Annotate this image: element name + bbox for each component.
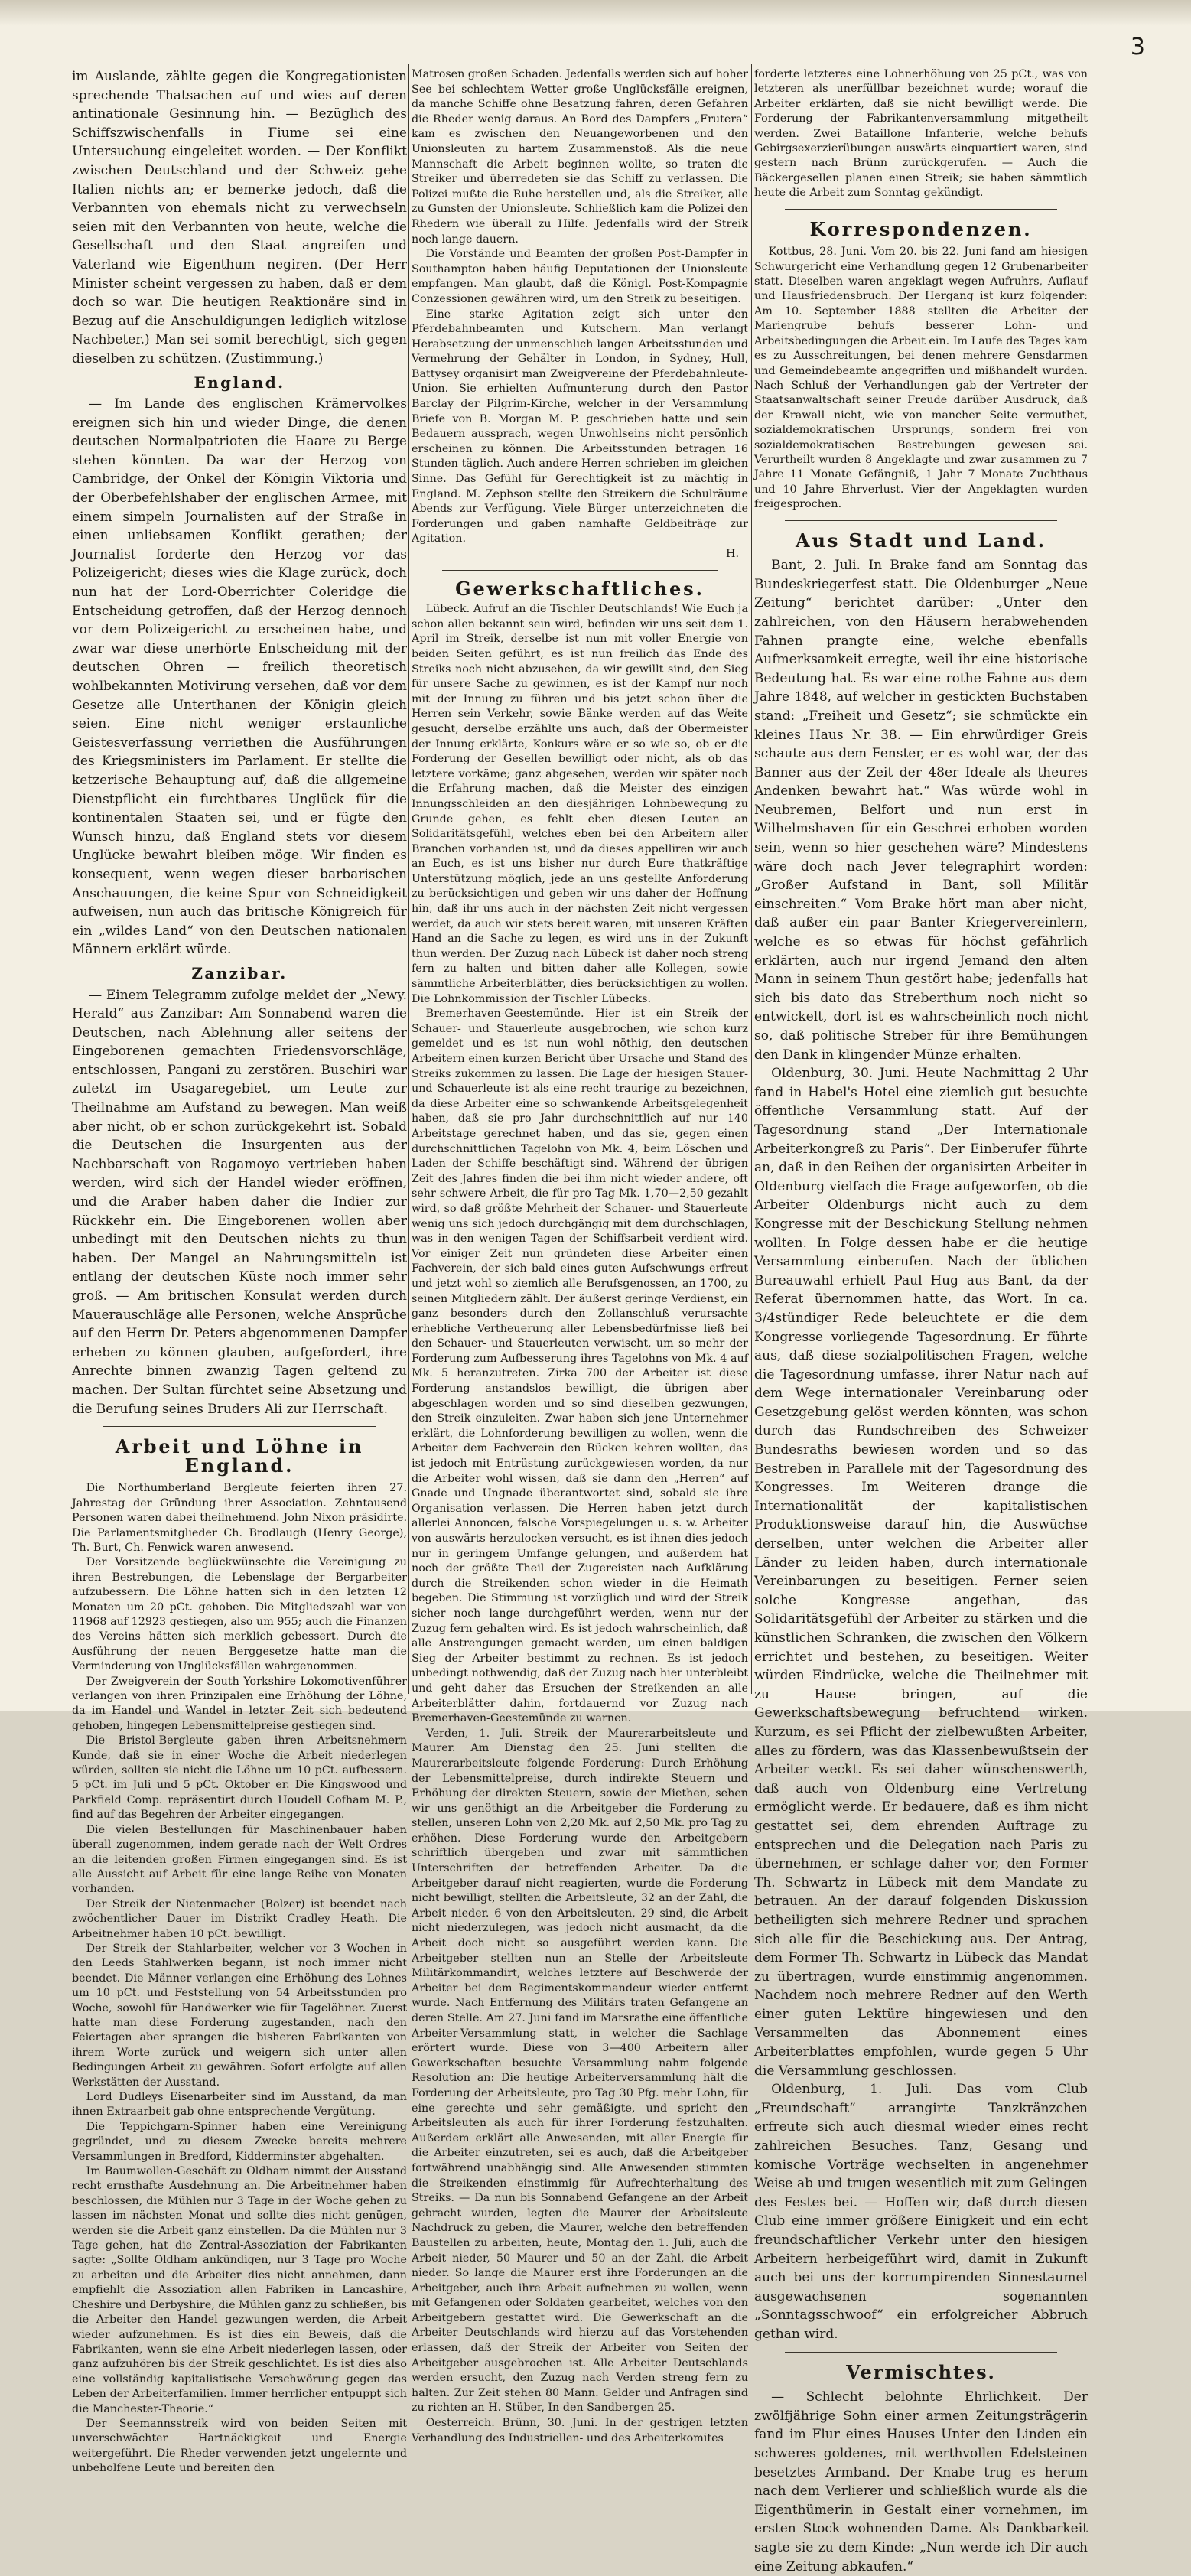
article-matrosen: Matrosen großen Schaden. Jedenfalls werden sich auf hoher See bei schlechtem Wetter große Unglücksfälle ereignen, da manche Schiffe ohne Besatzung fahren, deren Gefahren die Rheder wenig daraus. An Bord des Dampfers „Frutera“ kam es zwischen den Neuangeworbenen und den Unionsleuten zu hartem Zusammenstoß. Als die neue Mannschaft die Arbeit beginnen wollte, so traten die Streiker und überredeten sie das Schiff zu verlassen. Die Polizei mußte die Ruhe herstellen und, als die Streiker, alle zu Gunsten der Unionsleute. Schließlich kam die Polizei den Rhedern wie überall zu Hilfe. Jedenfalls wird der Streik noch lange dauern. bbox=[412, 68, 749, 246]
article-bruenn-end: forderte letzteres eine Lohnerhöhung von 25 pCt., was von letzteren als unerfüllbar bezeichnet wurde; worauf die Arbeiter erklärten, daß sie nicht bewilligt werde. Die Forderung der Fabrikantenversammlung mitgetheilt werden. Zwei Bataillone Infanterie, welche behufs Gebirgsexerzierübungen auswärts einquartiert waren, sind gestern nach Brünn zurückgerufen. — Auch die Bäckergesellen planen einen Streik; sie haben sämmtlich heute die Arbeit zum Sonntag gekündigt. bbox=[754, 68, 1088, 200]
article-zanzibar: — Einem Telegramm zufolge meldet der „Newy. Herald“ aus Zanzibar: Am Sonnabend waren die Deutschen, nach Ablehnung aller seitens der Eingeborenen gemachten Friedensvorschläge, entschlossen, Pangani zu zerstören. Buschiri war zuletzt im Usagaregebiet, um Leute zur Theilnahme am Aufstand zu bewegen. Man weiß aber nicht, ob er schon zurückgekehrt ist. Sobald die Deutschen die Insurgenten aus der Nachbarschaft von Ragamoyo vertrieben haben werden, wird sich der Handel wieder eröffnen, und die Araber haben daher die Indier zur Rückkehr ein. Die Eingeborenen wollen aber unbedingt mit den Deutschen nichts zu thun haben. Der Mangel an Nahrungsmitteln ist entlang der deutschen Küste noch immer sehr groß. — Am britischen Konsulat werden durch Mauerauschläge alle Personen, welche Ansprüche auf den Herrn Dr. Peters abgenommenen Dampfer erheben zu können glauben, aufgefordert, ihre Anrechte binnen zwanzig Tagen geltend zu machen. Der Sultan fürchtet seine Absetzung und die Berufung seines Bruders Ali zur Herrschaft. bbox=[72, 987, 407, 1417]
article-paragraph: Der Vorsitzende beglückwünschte die Vereinigung zu ihren Bestrebungen, die Lebenslage der Bergarbeiter aufzubessern. Die Löhne hatten sich in den letzten 12 Monaten um 20 pCt. gehoben. Die Mitgliedszahl war von 11968 auf 12923 gestiegen, also um 955; auch die Finanzen des Vereins hätten sich merklich gebessert. Durch die Ausführung der neuen Berggesetze hatte man die Verminderung von Unglücksfällen wahrgenommen. bbox=[72, 1556, 407, 1673]
article-paragraph: Die Northumberland Bergleute feierten ihren 27. Jahrestag der Gründung ihrer Association. Zehntausend Personen waren dabei theilnehmend. John Nixon präsidirte. Die Parlamentsmitglieder Ch. Brodlaugh (Henry George), Th. Burt, Ch. Fenwick waren anwesend. bbox=[72, 1482, 407, 1554]
article-bremerhaven: Bremerhaven-Geestemünde. Hier ist ein Streik der Schauer- und Stauerleute ausgebrochen, wie schon kurz gemeldet und es ist nun wohl nöthig, den deutschen Arbeitern einen kurzen Bericht über Ursache und Stand des Streiks zukommen zu lassen. Die Lage der hiesigen Stauer- und Schauerleute ist als eine recht traurige zu bezeichnen, da diese Arbeiter eine so schwankende Arbeitsgelegenheit haben, daß sie pro Jahr durchschnittlich auf nur 140 Arbeitstage gerechnet haben, und das sie, gegen einen durchschnittlichen Tagelohn von Mk. 4, beim Löschen und Laden der Schiffe beschäftigt sind. Während der übrigen Zeit des Jahres finden die bei ihm nicht wieder andere, oft sehr schwere Arbeit, die für pro Tag Mk. 1,70—2,50 gezahlt wird, so daß größte Mehrheit der Schauer- und Stauerleute wenig uns sich jedoch durchgängig mit dem durchschlagen, was in den wenigen Tagen der Schiffsarbeit verdient wird. Vor einiger Zeit nun gründeten diese Arbeiter einen Fachverein, der sich bald eines guten Aufschwungs erfreut und jetzt wohl so ziemlich alle Berufsgenossen, an 1700, zu seinen Mitgliedern zählt. Der äußerst geringe Verdienst, ein ganz besonders durch den Zollanschluß verursachte erhebliche Vertheuerung aller Lebensbedürfnisse ließ bei den Schauer- und Stauerleuten verwischt, um so mehr der Forderung zum Aufbesserung ihres Tagelohns von Mk. 4 auf Mk. 5 heranzutreten. Zirka 700 der Arbeiter ist diese Forderung anstandslos bewilligt, die übrigen aber abgeschlagen worden und so sind dieselben gezwungen, den Streik einzuleiten. Zwar haben sich jene Unternehmer erklärt, die Lohnforderung bewilligen zu wollen, wenn die Arbeiter dem Fachverein den Rücken kehren wollten, das ist jedoch mit Entrüstung zurückgewiesen worden, da nur die Arbeiter wohl wissen, daß sie dann den „Herren“ auf Gnade und Ungnade überantwortet sind, sobald sie ihre Organisation verlassen. Die Herren haben jetzt durch allerlei Annoncen, falsche Vorspiegelungen u. s. w. Arbeiter von auswärts herzulocken versucht, es ist ihnen dies jedoch nur in geringem Umfange gelungen, und außerdem hat noch der größte Theil der Zugereisten nach Aufklärung durch die Streikenden schon wieder in die Heimath begeben. Die Stimmung ist vorzüglich und wird der Streik sicher noch lange durchgeführt werden, wenn nur der Zuzug fern gehalten wird. Es ist jedoch wahrscheinlich, daß alle Anstrengungen gemacht werden, um einen baldigen Sieg der Arbeiter bestimmt zu rechnen. Es ist jedoch unbedingt nothwendig, daß der Zuzug nach hier unterbleibt und geht daher das Ersuchen der Streikenden an alle Arbeiterblätter dahin, fortdauernd vor Zuzug nach Bremerhaven-Geestemünde zu warnen. bbox=[412, 1008, 748, 1725]
article-bant: Bant, 2. Juli. In Brake fand am Sonntag das Bundeskriegerfest statt. Die Oldenburger „Neue Zeitung“ berichtet darüber: „Unter den zahlreichen, von den Häusern herabwehenden Fahnen prangte eine, welche ebenfalls Aufmerksamkeit erregte, weil ihr eine historische Bedeutung hat. Es war eine rothe Fahne aus dem Jahre 1848, auf welcher in gestickten Buchstaben stand: „Freiheit und Gesetz“; sie schmückte ein kleines Haus Nr. 38. — Ein ehrwürdiger Greis schaute aus dem Fenster, er es wohl war, der das Banner aus der Zeit der 48er Ideale als theures Andenken bewahrt hat.“ Was würde wohl in Neubremen, Belfort und nun erst in Wilhelmshaven für ein Geschrei erhoben worden sein, wenn so hier geschehen wäre? Mindestens wäre doch nach Jever telegraphirt worden: „Großer Aufstand in Bant, soll Militär einschreiten.“ Vom Brake hört man aber nicht, daß außer ein paar Banter Kriegervereinlern, welche es so etwas für höchst gefährlich erklärten, auch nur irgend Jemand den alten Mann in seinem Thun gestört habe; jedenfalls hat sich bis dato das Streberthum noch nicht so entwickelt, dort ist es wahrscheinlich noch nicht so, daß politische Streber für ihre Bemühungen den Dank in klingender Münze erhalten. bbox=[754, 558, 1088, 1063]
heading-arbeit-und-loehne: Arbeit und Löhne in England. bbox=[115, 1435, 364, 1477]
article-paragraph: Der Seemannsstreik wird von beiden Seiten mit unverschwächter Hartnäckigkeit und Energie weitergeführt. Die Rheder verwenden jetzt ungelernte und unbeholfene Leute und bereiten den bbox=[72, 2417, 407, 2475]
article-england: — Im Lande des englischen Krämervolkes ereignen sich hin und wieder Dinge, die denen deutschen Normalpatrioten die Haare zu Berge stehen könnten. Da war der Herzog von Cambridge, der Onkel der Königin Viktoria und der Oberbefehlshaber der englischen Armee, mit einem simpeln Journalisten auf der Straße in einen unliebsamen Konflikt gerathen; der Journalist forderte den Herzog vor das Polizeigericht; dieses wies die Klage zurück, doch nun hat der Lord-Oberrichter Coleridge die Entscheidung getroffen, daß der Herzog dennoch vor dem Polizeigericht zu erscheinen habe, und zwar war diese unerhörte Entscheidung mit der deutschen Ohren — freilich theoretisch wohlbekannten Motivirung versehen, daß vor dem Gesetze alle Unterthanen der Königin gleich seien. Eine nicht weniger erstaunliche Geistesverfassung verriethen die Ausführungen des Kriegsministers im Parlament. Er stellte die ketzerische Behauptung auf, daß die allgemeine Dienstpflicht ein furchtbares Unglück für die kontinentalen Staaten sei, und er fügte den Wunsch hinzu, daß England stets vor diesem Unglücke bewahrt bleiben möge. Wir finden es konsequent, wenn wegen dieser barbarischen Anschauungen, die keine Spur von Schneidigkeit aufweisen, nun auch das britische Königreich für ein „wildes Land“ von den Deutschen nationalen Männern erklärt würde. bbox=[72, 396, 407, 958]
article-pferdebahn: Eine starke Agitation zeigt sich unter den Pferdebahnbeamten und Kutschern. Man verlangt Herabsetzung der unmenschlich langen Arbeitsstunden und Vermehrung der Gehälter in London, in Sydney, Hull, Battysey organisirt man Zweigvereine der Pferdebahnleute-Union. Sie erhielten Aufmunterung durch den Pastor Barclay der Pilgrim-Kirche, welcher in der Versammlung Briefe von B. Morgan M. P. geschrieben hatte und sein Bedauern aussprach, wegen Unwohlseins nicht persönlich erscheinen zu können. Die Arbeitsstunden betragen 16 Stunden täglich. Auch andere Herren schrieben im gleichen Sinne. Das Gefühl für Gerechtigkeit ist zu mächtig in England. M. Zephson stellte den Streikern die Schulräume Abends zur Verfügung. Viele Bürger unterzeichneten die Forderungen und gaben namhafte Geldbeiträge zur Agitation. bbox=[412, 308, 748, 545]
section-divider bbox=[442, 570, 718, 571]
article-kottbus: Kottbus, 28. Juni. Vom 20. bis 22. Juni fand am hiesigen Schwurgericht eine Verhandlung gegen 12 Grubenarbeiter statt. Dieselben waren angeklagt wegen Aufruhrs, Auflauf und Hausfriedensbruch. Der Hergang ist kurz folgender: Am 10. September 1888 stellten die Arbeiter der Mariengrube behufs besserer Lohn- und Arbeitsbedingungen die Arbeit ein. Im Laufe des Tages kam es zu Ausschreitungen, bei denen mehrere Gensdarmen und Gemeindebeamte angegriffen und mißhandelt wurden. Nach Schluß der Verhandlungen gab der Vertreter der Staatsanwaltschaft seiner Freude darüber Ausdruck, daß der Krawall nicht, wie von mancher Seite vermuthet, sozialdemokratischen Ursprungs, sondern frei von sozialdemokratischen Bestrebungen gewesen sei. Verurtheilt wurden 8 Angeklagte und zwar zusammen zu 7 Jahre 11 Monate Gefängniß, 1 Jahr 7 Monate Zuchthaus und 10 Jahre Ehrverlust. Vier der Angeklagten wurden freigesprochen. bbox=[754, 246, 1088, 511]
article-oldenburg-2: Oldenburg, 1. Juli. Das vom Club „Freundschaft“ arrangirte Tanzkränzchen erfreute sich auch diesmal wieder eines recht zahlreichen Besuches. Tanz, Gesang und komische Vorträge wechselten in angenehmer Weise ab und trugen wesentlich mit zum Gelingen des Festes bei. — Hoffen wir, daß durch diesen Club eine immer größere Einigkeit und ein echt freundschaftlicher Verkehr unter den hiesigen Arbeitern herbeigeführt wird, damit in Zukunft auch bei uns der korrumpirenden Sinnestaumel ausgewachsenen sogenannten „Sonntagsschwoof“ ein erfolgreicher Abbruch gethan wird. bbox=[754, 2082, 1088, 2342]
article-paragraph: Im Baumwollen-Geschäft zu Oldham nimmt der Ausstand recht ernsthafte Ausdehnung an. Die Arbeitnehmer haben beschlossen, die Mühlen nur 3 Tage in der Woche gehen zu lassen im nächsten Monat und sollte dies nicht genügen, werden sie die Arbeit ganz einstellen. Da die Mühlen nur 3 Tage gehen, hat die Zentral-Assoziation der Fabrikanten sagte: „Sollte Oldham ankündigen, nur 3 Tage pro Woche zu arbeiten und die Arbeiter dies nicht annehmen, dann empfiehlt die Assoziation allen Fabriken in Lancashire, Cheshire und Derbyshire, die Mühlen ganz zu schließen, bis die Arbeiter den Handel gezwungen werden, die Arbeit wieder aufzunehmen. Es ist dies ein Beweis, daß die Fabrikanten, wenn sie eine Arbeit niederlegen lassen, oder ganz aufzuhören bis der Streik geschlichtet. Es ist dies also eine vollständig kapitalistische Verschwörung gegen das Leben der Arbeiterfamilien. Immer herrlicher entpuppt sich die Manchester-Theorie.“ bbox=[72, 2165, 407, 2415]
article-paragraph: Der Streik der Stahlarbeiter, welcher vor 3 Wochen in den Leeds Stahlwerken begann, ist noch immer nicht beendet. Die Männer verlangen eine Erhöhung des Lohnes um 10 pCt. und Feststellung von 54 Arbeitsstunden pro Woche, sowohl für Handwerker wie für Tagelöhner. Zuerst hatte man diese Forderung zugestanden, nach den Feiertagen aber sprangen die bisheren Fabrikanten von ihrem Worte zurück und weigern sich unter allen Bedingungen Arbeit zu gewähren. Sofort erfolgte auf allen Werkstätten der Ausstand. bbox=[72, 1942, 407, 2089]
article-oesterreich: Oesterreich. Brünn, 30. Juni. In der gestrigen letzten Verhandlung des Industriellen- und des Arbeiterkomites bbox=[412, 2417, 748, 2444]
column-rule-right bbox=[751, 64, 752, 1694]
article-paragraph: Der Zweigverein der South Yorkshire Lokomotivenführer verlangen von ihren Prinzipalen eine Erhöhung der Löhne, da im Handel und Wandel in letzter Zeit sich bedeutend gehoben, hingegen Lebensmittelpreise gestiegen sind. bbox=[72, 1675, 407, 1732]
column-rule-left bbox=[408, 64, 409, 1694]
article-paragraph: Die vielen Bestellungen für Maschinenbauer haben überall zugenommen, indem gerade nach der Welt Ordres an die leitenden großen Firmen eingegangen sind. Es ist alle Aussicht auf Arbeit für eine lange Reihe von Monaten vorhanden. bbox=[72, 1823, 407, 1896]
section-divider bbox=[103, 1426, 376, 1427]
page-number: 3 bbox=[1130, 34, 1145, 60]
heading-vermischtes: Vermischtes. bbox=[846, 2360, 996, 2383]
article-verden: Verden, 1. Juli. Streik der Maurerarbeitsleute und Maurer. Am Dienstag den 25. Juni stellten die Maurerarbeitsleute folgende Forderung: Durch Erhöhung der Lebensmittelpreise, durch indirekte Steuern und Erhöhung der direkten Steuern, sowie der Miethen, sehen wir uns genöthigt an die Arbeitgeber die Forderung zu stellen, unseren Lohn von 2,20 Mk. auf 2,50 Mk. pro Tag zu erhöhen. Diese Forderung wurde den Arbeitgebern schriftlich übergeben und zwar mit sämmtlichen Unterschriften der betreffenden Arbeiter. Da die Arbeitgeber darauf nicht reagierten, wurde die Forderung nicht bewilligt, stellten die Arbeitsleute, 32 an der Zahl, die Arbeit nieder. 6 von den Arbeitsleuten, 29 sind, die Arbeit nicht niederzulegen, was jedoch nicht ausmacht, da die Arbeit doch nicht so ausgeführt werden kann. Die Arbeitgeber stellten nun an Stelle der Arbeitsleute Militärkommandirt, welches letztere auf Beschwerde der Arbeiter bei dem Regimentskommandeur wieder entfernt wurde. Nach Entfernung des Militärs traten Gefangene an deren Stelle. Am 27. Juni fand im Marsrathe eine öffentliche Arbeiter-Versammlung statt, in welcher die Sachlage erörtert wurde. Diese von 3—400 Arbeitern aller Gewerkschaften besuchte Versammlung nahm folgende Resolution an: Die heutige Arbeiterversammlung hält die Forderung der Arbeitsleute, pro Tag 30 Pfg. mehr Lohn, für eine gerechte und sehr gemäßigte, und spricht den Arbeitsleuten als auch für ihrer Forderung festzuhalten. Außerdem erklärt alle Anwesenden, mit aller Energie für die Arbeiter einzutreten, sei es auch, daß die Arbeitgeber fortwährend unabhängig sind. Alle Anwesenden stimmten die Streikenden einstimmig für Aufrechterhaltung des Streiks. — Da nun bis Sonnabend Gefangene an der Arbeit gebracht wurden, legten die Maurer der Arbeitsleute Nachdruck zu geben, die Maurer, welche den betreffenden Baustellen zu arbeiten, heute, Montag den 1. Juli, auch die Arbeit nieder, 50 Maurer und 50 an der Zahl, die Arbeit nieder. So lange die Maurer erst ihre Forderungen an die Arbeitgeber, auch ihre Arbeit aufnehmen zu wollen, wenn mit Gefangenen oder Soldaten gearbeitet, welches von den Arbeitgebern gestattet wird. Die Gewerkschaft an die Arbeiter Deutschlands wird hierzu auf das Vorstehenden erlassen, daß der Streik der Arbeiter von Seiten der Arbeitgeber ausgebrochen ist. Alle Arbeiter Deutschlands werden ersucht, den Zuzug nach Verden streng fern zu halten. Zur Zeit stehen 80 Mann. Gelder und Anfragen sind zu richten an H. Stüber, In den Sandbergen 25. bbox=[412, 1727, 748, 2415]
section-divider bbox=[785, 2352, 1057, 2353]
article-vermischtes: — Schlecht belohnte Ehrlichkeit. Der zwölfjährige Sohn einer armen Zeitungsträgerin fand im Flur eines Hauses Unter den Linden ein schweres goldenes, mit werthvollen Edelsteinen besetztes Armband. Der Knabe trug es herum nach dem Verlierer und schließlich wurde als die Eigenthümerin in Gestalt einer vornehmen, im ersten Stock wohnenden Dame. Als Dankbarkeit sagte sie zu dem Kinde: „Nun werde ich Dir auch eine Zeitung abkaufen.“ bbox=[754, 2389, 1088, 2574]
page-top-shadow bbox=[0, 0, 1191, 26]
heading-england: England. bbox=[194, 373, 285, 392]
article-oldenburg-1: Oldenburg, 30. Juni. Heute Nachmittag 2 Uhr fand in Habel's Hotel eine ziemlich gut besuchte öffentliche Versammlung statt. Auf der Tagesordnung stand „Der Internationale Arbeiterkongreß zu Paris“. Der Einberufer führte an, daß in den Reihen der organisirten Arbeiter in Oldenburg vielfach die Frage aufgeworfen, ob die Arbeiter Oldenburgs nicht auch zu dem Kongresse mit der Beschickung Stellung nehmen wollten. In Folge dessen habe er die heutige Versammlung einberufen. Nach der üblichen Bureauwahl erhielt Paul Hug aus Bant, da der Referat übernommen hatte, das Wort. In ca. 3/4stündiger Rede beleuchtete er die dem Kongresse vorliegende Tagesordnung. Er führte aus, daß diese sozialpolitischen Fragen, welche die Tagesordnung umfasse, ihrer Natur nach auf dem Wege internationaler Vereinbarung oder Gesetzgebung gelöst werden könnten, was schon durch das Rundschreiben des Schweizer Bundesraths bewiesen worden und so das Bestreben in Parallele mit der Tagesordnung des Kongresses. Im Weiteren drange die Internationalität der kapitalistischen Produktionsweise darauf hin, die Auswüchse derselben, unter welchen die Arbeiter aller Länder zu leiden haben, durch internationale Vereinbarungen zu beseitigen. Ferner seien solche Kongresse angethan, das Solidaritätsgefühl der Arbeiter zu stärken und die künstlichen Schranken, die zwischen den Völkern errichtet und bestehen, zu beseitigen. Weiter würden Eindrücke, welche die Theilnehmer mit zu Hause bringen, auf die Gewerkschaftsbewegung befruchtend wirken. Kurzum, es sei Pflicht der zielbewußten Arbeiter, alles zu fördern, was das Klassenbewußtsein der Arbeiter weckt. Es sei daher wünschenswerth, daß auch von Oldenburg eine Vertretung ermöglicht werde. Er bedauere, daß es ihm nicht gestattet sei, dem ehrenden Auftrage zu entsprechen und die Delegation nach Paris zu übernehmen, er schlage daher vor, den Former Th. Schwartz in Lübeck mit dem Mandate zu betrauen. An der darauf folgenden Diskussion betheiligten sich mehrere Redner und sprachen sich alle für die Beschickung aus. Der Antrag, dem Former Th. Schwartz in Lübeck das Mandat zu übertragen, wurde einstimmig angenommen. Nachdem noch mehrere Redner auf den Werth einer guten Lektüre hingewiesen und den Versammelten das Abonnement eines Arbeiterblattes empfohlen, wurde gegen 5 Uhr die Versammlung geschlossen. bbox=[754, 1066, 1088, 2079]
article-paragraph: Die Bristol-Bergleute gaben ihren Arbeitsnehmern Kunde, daß sie in einer Woche die Arbeit niederlegen würden, sollten sie nicht die Löhne um 10 pCt. aufbessern. 5 pCt. im Juli und 5 pCt. Oktober er. Die Kingswood und Parkfield Comp. repräsentirt durch Houdell Cofham M. P., find auf das Begehren der Arbeiter eingegangen. bbox=[72, 1734, 407, 1822]
article-paragraph: Lord Dudleys Eisenarbeiter sind im Ausstand, da man ihnen Extraarbeit gab ohne entsprechende Vergütung. bbox=[72, 2091, 407, 2118]
article-paragraph: Die Teppichgarn-Spinner haben eine Vereinigung gegründet, und zu diesem Zwecke bereits mehrere Versammlungen in Bredford, Kidderminster abgehalten. bbox=[72, 2120, 407, 2163]
heading-zanzibar: Zanzibar. bbox=[191, 963, 288, 982]
article-luebeck: Lübeck. Aufruf an die Tischler Deutschlands! Wie Euch ja schon allen bekannt sein wird, befinden wir uns seit dem 1. April im Streik, derselbe ist nun mit voller Energie von beiden Seiten geführt, es ist nun freilich das Ende des Streiks noch nicht abzusehen, da wir gewillt sind, den Sieg für unsere Sache zu gewinnen, es ist der Kampf nur noch mit der Innung zu führen und bis jetzt schon über die Herren sein Verkehr, sowie Bänke werden auf das Weite gesucht, derselbe erzählte uns auch, daß der Obermeister der Innung erklärte, Konkurs wäre er so wie so, ob er die Forderung der Gesellen bewilligt oder nicht, als ob das letztere vorkäme; ganz abgesehen, werden wir später noch die Erfahrung machen, daß die Meister des einzigen Innungsschleiden an den diesjährigen Lohnbewegung zu Grunde gehen, es fehlt eben diesen Leuten an Solidaritätsgefühl, welches eben bei den Arbeitern aller Branchen vorhanden ist, und da dieses appelliren wir auch an Euch, es ist uns bisher nur durch Eure thatkräftige Unterstützung möglich, jede an uns gestellte Anforderung zu berücksichtigen und geben wir uns daher der Hoffnung hin, daß ihr uns auch in der nächsten Zeit nicht vergessen werdet, da auch wir stets bereit waren, mit unseren Kräften Hand an die Sache zu legen, es wird uns in der Zukunft thun werden. Der Zuzug nach Lübeck ist daher noch streng fern zu halten und bitten daher alle Kollegen, sowie sämmtliche Arbeiterblätter, dies berücksichtigen zu wollen. Die Lohnkommission der Tischler Lübecks. bbox=[412, 603, 748, 1005]
article-signature: H. bbox=[725, 548, 739, 560]
article-italy-end: im Auslande, zählte gegen die Kongregationisten sprechende Thatsachen auf und wies auf deren antinationale Gesinnung hin. — Bezüglich des Schiffszwischenfalls in Fiume sei eine Untersuchung eingeleitet worden. — Der Konflikt zwischen Deutschland und der Schweiz gehe Italien nichts an; er bemerke jedoch, daß die Verbannten von ehemals nicht zu verwechseln seien mit den Verbannten von heute, welche die Gesellschaft und den Staat angreifen und Vaterland wie Eigenthum negiren. (Der Herr Minister scheint vergessen zu haben, daß er dem doch so war. Die heutigen Reaktionäre sind in Bezug auf die Anschuldigungen lediglich witzlose Nachbeter.) Man sei somit berechtigt, sich gegen dieselben zu schützen. (Zustimmung.) bbox=[72, 69, 407, 366]
article-southampton: Die Vorstände und Beamten der großen Post-Dampfer in Southampton haben häufig Deputationen der Unionsleute empfangen. Man glaubt, daß die Königl. Post-Kompagnie Conzessionen gewähren wird, um den Streik zu beseitigen. bbox=[412, 248, 748, 305]
section-divider bbox=[785, 209, 1057, 210]
column-3 bbox=[754, 67, 1088, 2574]
heading-korrespondenzen: Korrespondenzen. bbox=[809, 217, 1033, 240]
heading-aus-stadt-und-land: Aus Stadt und Land. bbox=[796, 529, 1046, 552]
column-2 bbox=[412, 67, 749, 2444]
heading-gewerkschaftliches: Gewerkschaftliches. bbox=[455, 577, 705, 600]
section-divider bbox=[785, 520, 1057, 521]
column-1 bbox=[72, 67, 407, 2475]
article-paragraph: Der Streik der Nietenmacher (Bolzer) ist beendet nach zwöchentlicher Dauer im Distrikt Cradley Heath. Die Arbeitnehmer haben 10 pCt. bewilligt. bbox=[72, 1897, 407, 1940]
